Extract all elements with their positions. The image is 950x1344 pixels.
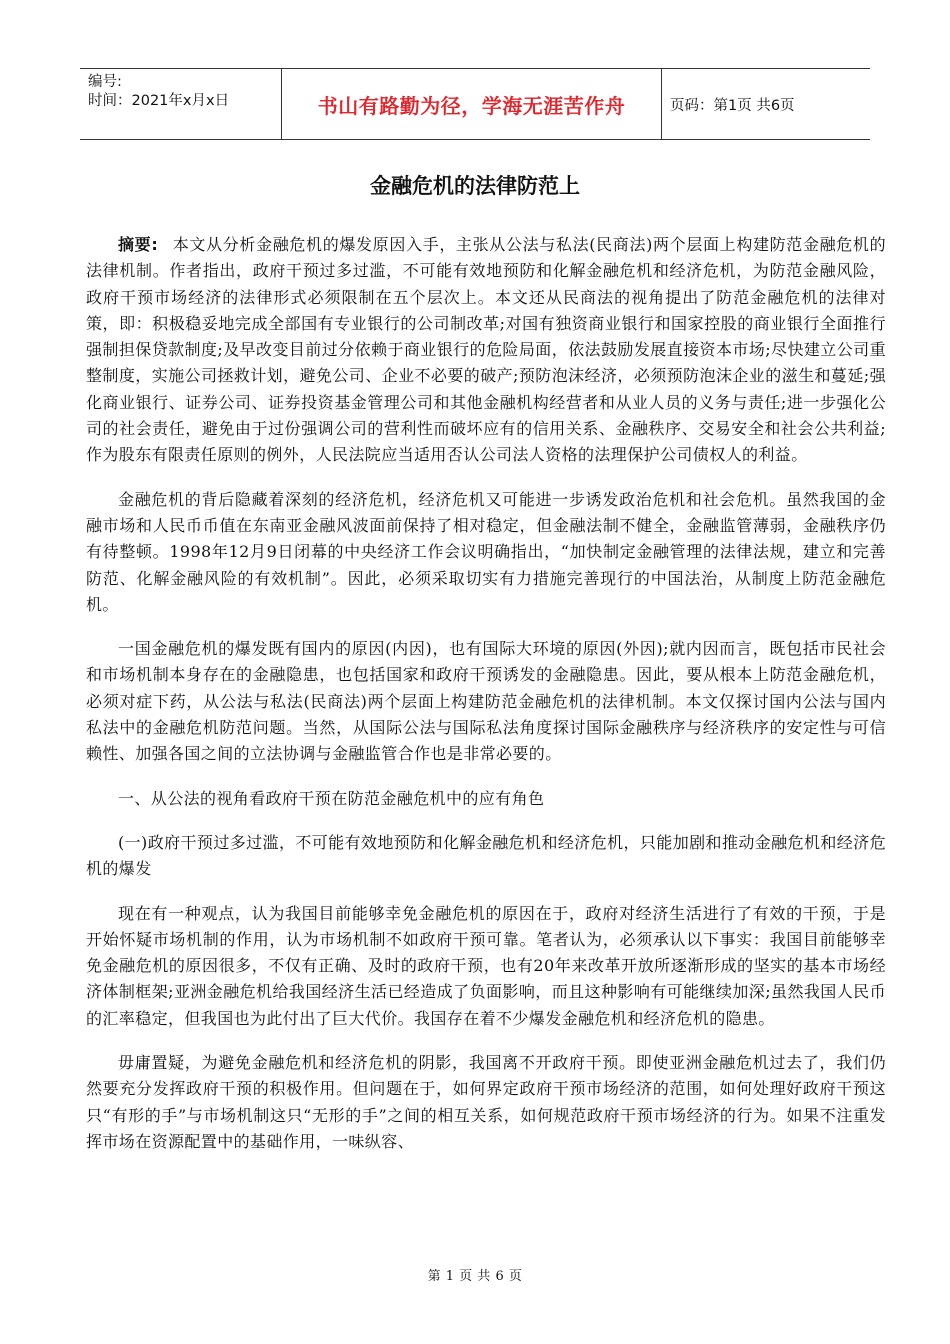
body-paragraph: 金融危机的背后隐藏着深刻的经济危机，经济危机又可能进一步诱发政治危机和社会危机。虽然我国的金融市场和人民币币值在东南亚金融风波面前保持了相对稳定，但金融法制不健全，金融监管薄弱，金融秩序仍有待整顿。1998年12月9日闭幕的中央经济工作会议明确指出，“加快制定金融管理的法律法规，建立和完善防范、化解金融风险的有效机制”。因此，必须采取切实有力措施完善现行的中国法治，从制度上防范金融危机。 (86, 489, 886, 614)
section-heading: 一、从公法的视角看政府干预在防范金融危机中的应有角色 (118, 788, 545, 808)
header-motto: 书山有路勤为径，学海无涯苦作舟 (282, 69, 662, 139)
page-header (80, 68, 870, 140)
document-body (86, 232, 886, 1173)
header-page-info: 页码：第1页 共6页 (670, 97, 795, 114)
document-time-label: 时间：2021年x月x日 (88, 93, 230, 109)
body-paragraph: 毋庸置疑，为避免金融危机和经济危机的阴影，我国离不开政府干预。即使亚洲金融危机过去了，我们仍然要充分发挥政府干预的积极作用。但问题在于，如何界定政府干预市场经济的范围，如何处理好政府干预这只“有形的手”与市场机制这只“无形的手”之间的相互关系，如何规范政府干预市场经济的行为。如果不注重发挥市场在资源配置中的基础作用，一味纵容、 (86, 1053, 886, 1151)
page-footer: 第 1 页 共 6 页 (427, 1269, 523, 1284)
body-paragraph: 现在有一种观点，认为我国目前能够幸免金融危机的原因在于，政府对经济生活进行了有效的干预，于是开始怀疑市场机制的作用，认为市场机制不如政府干预可靠。笔者认为，必须承认以下事实：我国目前能够幸免金融危机的原因很多，不仅有正确、及时的政府干预，也有20年来改革开放所逐渐形成的坚实的基本市场经济体制框架;亚洲金融危机给我国经济生活已经造成了负面影响，而且这种影响有可能继续加深;虽然我国人民币的汇率稳定，但我国也为此付出了巨大代价。我国存在着不少爆发金融危机和经济危机的隐患。 (86, 903, 886, 1028)
abstract-paragraph (86, 232, 886, 469)
abstract-text: 本文从分析金融危机的爆发原因入手，主张从公法与私法(民商法)两个层面上构建防范金融危机的法律机制。作者指出，政府干预过多过滥，不可能有效地预防和化解金融危机和经济危机，为防范金融风险，政府干预市场经济的法律形式必须限制在五个层次上。本文还从民商法的视角提出了防范金融危机的法律对策，即：积极稳妥地完成全部国有专业银行的公司制改革;对国有独资商业银行和国家控股的商业银行全面推行强制担保贷款制度;及早改变目前过分依赖于商业银行的危险局面，依法鼓励发展直接资本市场;尽快建立公司重整制度，实施公司拯救计划，避免公司、企业不必要的破产;预防泡沫经济，必须预防泡沫企业的滋生和蔓延;强化商业银行、证券公司、证券投资基金管理公司和其他金融机构经营者和从业人员的义务与责任;进一步强化公司的社会责任，避免由于过份强调公司的营利性而破坏应有的信用关系、金融秩序、交易安全和社会公共利益;作为股东有限责任原则的例外，人民法院应当适用否认公司法人资格的法理保护公司债权人的利益。 (86, 235, 886, 465)
body-paragraph: 一国金融危机的爆发既有国内的原因(内因)，也有国际大环境的原因(外因);就内因而言，既包括市民社会和市场机制本身存在的金融隐患，也包括国家和政府干预诱发的金融隐患。因此，要从根本上防范金融危机，必须对症下药，从公法与私法(民商法)两个层面上构建防范金融危机的法律机制。本文仅探讨国内公法与国内私法中的金融危机防范问题。当然，从国际公法与国际私法角度探讨国际金融秩序与经济秩序的安定性与可信赖性、加强各国之间的立法协调与金融监管合作也是非常必要的。 (86, 639, 886, 764)
document-title: 金融危机的法律防范上 (370, 174, 580, 198)
subsection-heading: (一)政府干预过多过滥，不可能有效地预防和化解金融危机和经济危机，只能加剧和推动金融危机和经济危机的爆发 (86, 832, 886, 879)
header-meta (80, 69, 282, 139)
document-number-label: 编号: (88, 74, 122, 90)
abstract-label: 摘要: (118, 235, 159, 254)
